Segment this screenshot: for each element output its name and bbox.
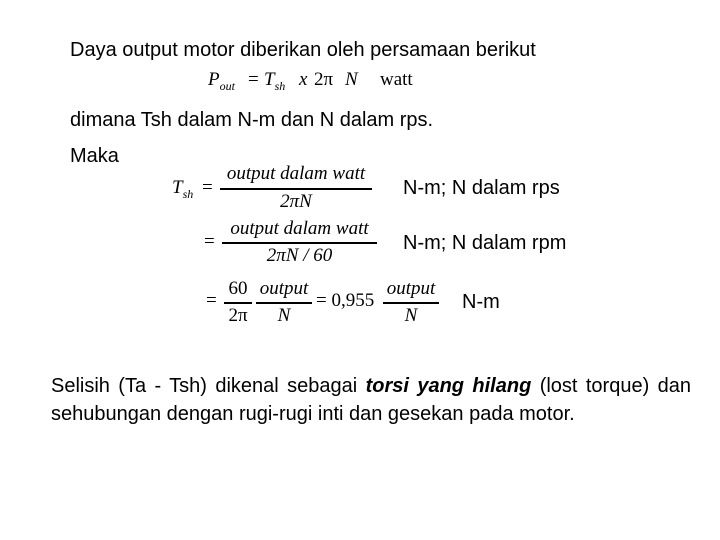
tsh-symbol: $T_{sh}$ <box>172 177 194 201</box>
unit-text: N-m; N dalam rps <box>403 177 560 199</box>
watt-unit: watt <box>380 69 413 90</box>
equals-sign: = <box>204 231 215 252</box>
para-text-1: Selisih (Ta - Tsh) dikenal sebagai <box>51 375 366 397</box>
output-num: output <box>259 278 309 299</box>
fraction-bar <box>256 302 312 304</box>
fraction-bar <box>224 302 252 304</box>
maka-text: Maka <box>70 145 119 167</box>
lost-torque-paragraph <box>51 372 691 428</box>
equals-sign: = <box>206 290 217 311</box>
numerator: output dalam watt <box>226 163 366 184</box>
p-symbol: $P_{out}$ <box>208 69 235 93</box>
t-symbol: $T_{sh}$ <box>264 69 286 93</box>
equals-sign: = <box>202 177 213 198</box>
times-x: x <box>299 69 308 90</box>
n-symbol: N <box>345 69 358 90</box>
n-den: N <box>277 305 291 326</box>
sixty: 60 <box>228 278 248 299</box>
where-text: dimana Tsh dalam N-m dan N dalam rps. <box>70 109 434 131</box>
denominator: 2πN <box>280 191 312 212</box>
emphasis-text: torsi yang hilang <box>365 375 532 397</box>
constant-value: = 0,955 <box>316 290 375 311</box>
intro-text: Daya output motor diberikan oleh persamaan berikut <box>70 39 536 61</box>
unit-text: N-m; N dalam rpm <box>403 232 567 254</box>
two-pi: 2π <box>228 305 248 326</box>
two-pi: 2π <box>314 69 334 90</box>
equals-sign: = <box>248 69 259 90</box>
fraction-bar <box>220 188 372 190</box>
fraction-bar <box>383 302 439 304</box>
denominator: 2πN / 60 <box>266 245 333 266</box>
numerator: output dalam watt <box>230 218 369 239</box>
fraction-bar <box>222 242 377 244</box>
n-den: N <box>404 305 418 326</box>
output-num: output <box>386 278 436 299</box>
para-text-2: (lost torque) dan sehubungan dengan rugi-rugi inti dan gesekan pada motor. <box>51 375 691 425</box>
unit-text: N-m <box>462 291 500 313</box>
